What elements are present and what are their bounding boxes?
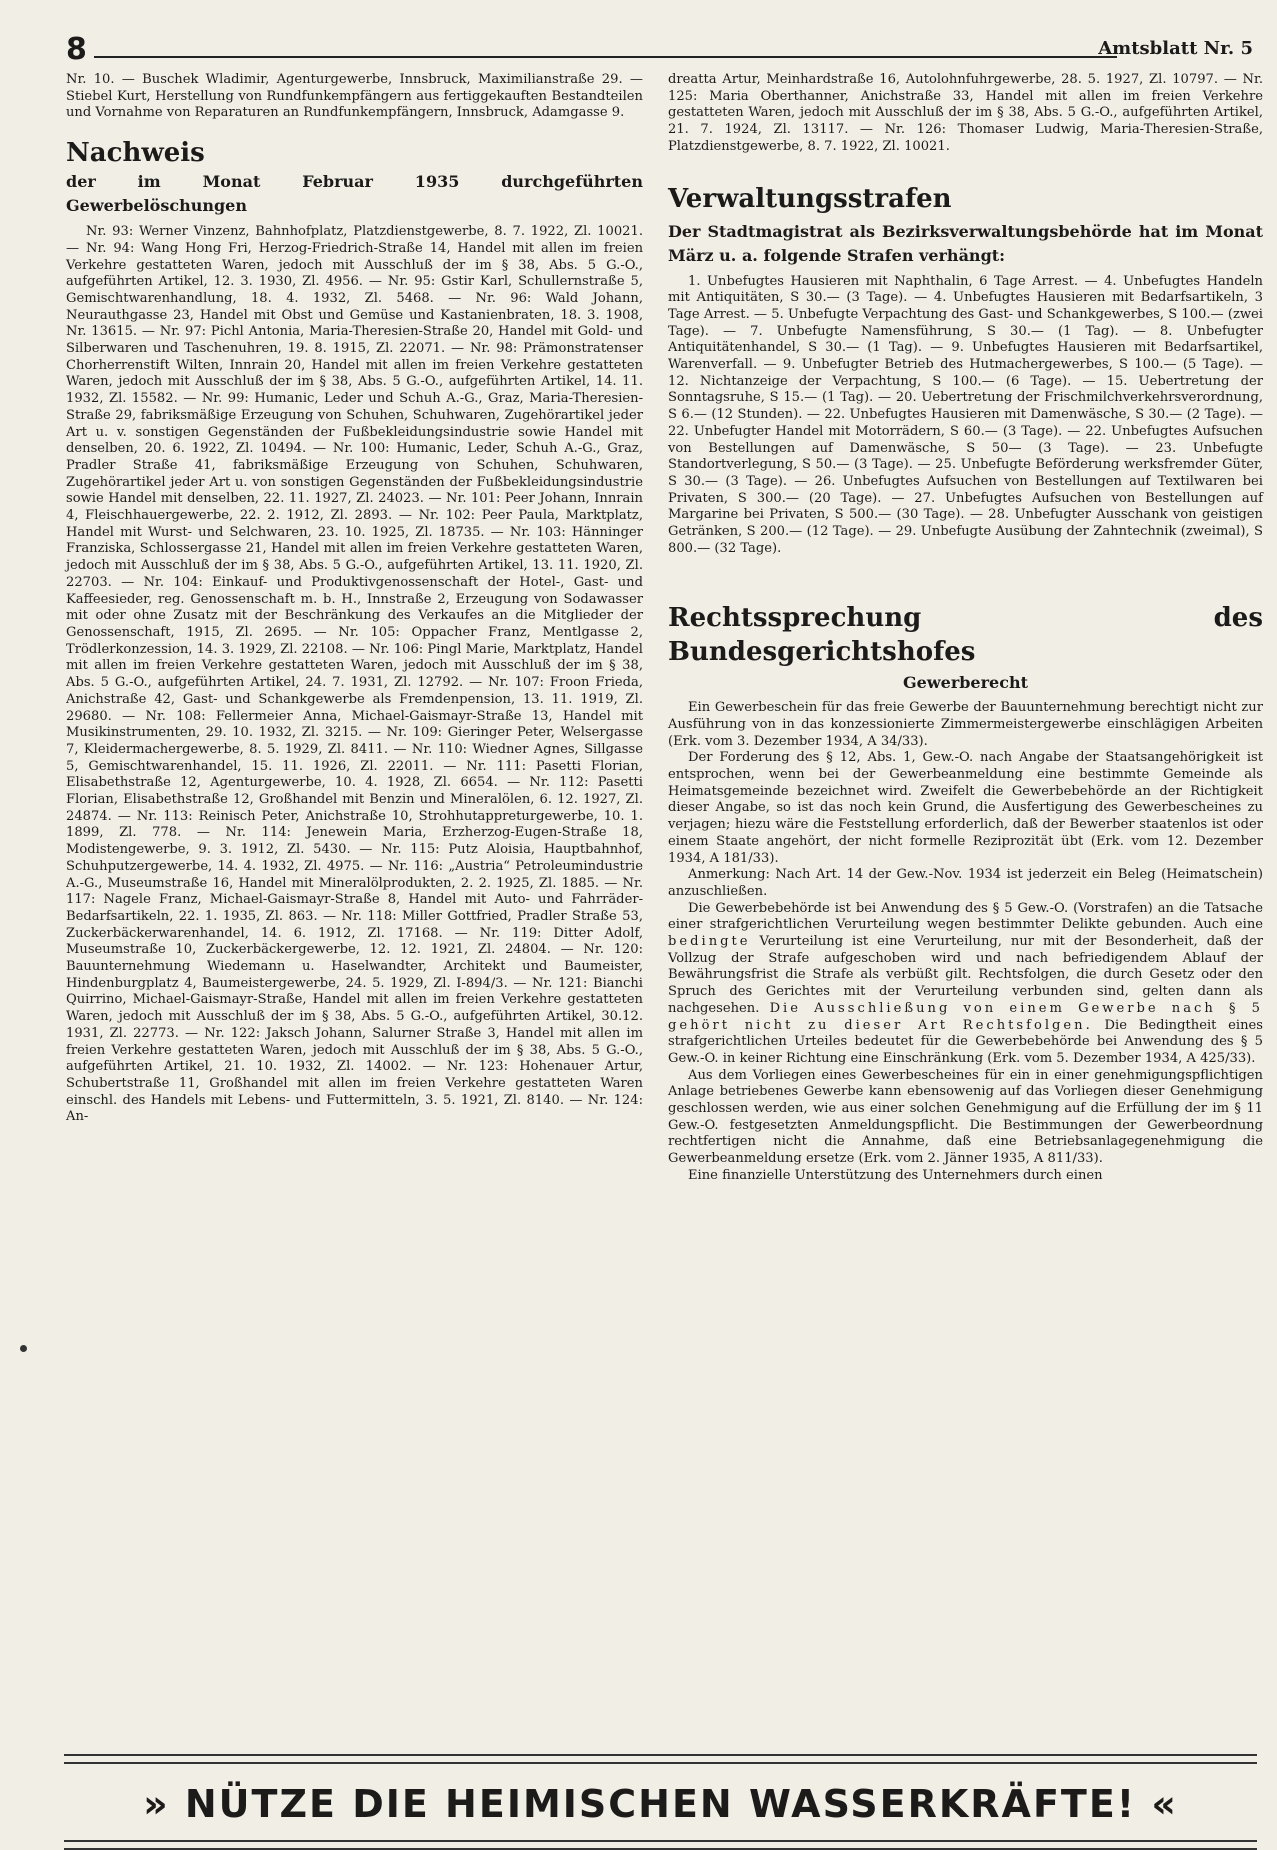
left-intro-paragraph: Nr. 10. — Buschek Wladimir, Agenturgewerbe, Innsbruck, Maximilianstraße 29. — Stiebel Kurt, Herstellung von Rundfunkempfängern aus fertiggekauften Bestandteilen und Vornahme von Reparaturen an Rundfunkempfängern, Innsbruck, Adamgasse 9.: [66, 72, 643, 121]
p4-part-a: Die Gewerbebehörde ist bei Anwendung des § 5 Gew.-O. (Vorstrafen) an die Tatsache einer strafgerichtlichen Verurteilung wegen bestimmter Delikte gebunden. Auch eine: [668, 900, 1263, 933]
footer-slogan: » NÜTZE DIE HEIMISCHEN WASSERKRÄFTE! «: [143, 1782, 1178, 1826]
section-title-rechtssprechung: Rechtssprechung des Bundesgerichtshofes: [668, 603, 1263, 668]
section-title-nachweis: Nachweis: [66, 138, 205, 169]
footer-rule-top: [64, 1754, 1257, 1764]
right-column: [668, 72, 1263, 1185]
left-column: [66, 72, 643, 1126]
rechtssprechung-paragraph-6: Eine finanzielle Unterstützung des Unternehmers durch einen: [688, 1167, 1103, 1183]
left-body-paragraph: Nr. 93: Werner Vinzenz, Bahnhofplatz, Platzdienstgewerbe, 8. 7. 1922, Zl. 10021. — Nr. 94: Wang Hong Fri, Herzog-Friedrich-Straße 14, Handel mit allen im freien Verkehre gestatteten Waren, jedoch mit Ausschluß der im § 38, Abs. 5 G.-O., aufgeführten Artikel, 12. 3. 1930, Zl. 4956. — Nr. 95: Gstir Karl, Schullernstraße 5, Gemischtwarenhandlung, 18. 4. 1932, Zl. 5468. — Nr. 96: Wald Johann, Neurauthgasse 23, Handel mit Obst und Gemüse und Kastanienbraten, 18. 3. 1908, Nr. 13615. — Nr. 97: Pichl Antonia, Maria-Theresien-Straße 20, Handel mit Gold- und Silberwaren und Taschenuhren, 19. 8. 1915, Zl. 22071. — Nr. 98: Prämonstratenser Chorherrenstift Wilten, Innrain 20, Handel mit allen im freien Verkehre gestatteten Waren, jedoch mit Ausschluß der im § 38, Abs. 5 G.-O., aufgeführten Artikel, 14. 11. 1932, Zl. 15582. — Nr. 99: Humanic, Leder und Schuh A.-G., Graz, Maria-Theresien-Straße 29, fabriksmäßige Erzeugung von Schuhen, Schuhwaren, Zugehörartikel jeder Art u. v. sonstigen Gegenständen der Fußbekleidungsindustrie sowie Handel mit denselben, 20. 6. 1922, Zl. 10494. — Nr. 100: Humanic, Leder, Schuh A.-G., Graz, Pradler Straße 41, fabriksmäßige Erzeugung von Schuhen, Schuhwaren, Zugehörartikel jeder Art u. von sonstigen Gegenständen der Fußbekleidungsindustrie sowie Handel mit denselben, 22. 11. 1927, Zl. 24023. — Nr. 101: Peer Johann, Innrain 4, Fleischhauergewerbe, 22. 2. 1912, Zl. 2893. — Nr. 102: Peer Paula, Marktplatz, Handel mit Wurst- und Selchwaren, 23. 10. 1925, Zl. 18735. — Nr. 103: Hänninger Franziska, Schlossergasse 21, Handel mit allen im freien Verkehre gestatteten Waren, jedoch mit Ausschluß der im § 38, Abs. 5 G.-O., aufgeführten Artikel, 13. 11. 1920, Zl. 22703. — Nr. 104: Einkauf- und Produktivgenossenschaft der Hotel-, Gast- und Kaffeesieder, reg. Genossenschaft m. b. H., Innstraße 2, Erzeugung von Sodawasser mit oder ohne Zusatz mit der Beschränkung des Verkaufes an die Mitglieder der Genossenschaft, 1915, Zl. 2695. — Nr. 105: Oppacher Franz, Mentlgasse 2, Trödlerkonzession, 14. 3. 1929, Zl. 22108. — Nr. 106: Pingl Marie, Marktplatz, Handel mit allen im freien Verkehre gestatteten Waren, jedoch mit Ausschluß der im § 38, Abs. 5 G.-O., aufgeführten Artikel, 24. 7. 1931, Zl. 12792. — Nr. 107: Froon Frieda, Anichstraße 42, Gast- und Schankgewerbe als Fremdenpension, 13. 11. 1919, Zl. 29680. — Nr. 108: Fellermeier Anna, Michael-Gaismayr-Straße 13, Handel mit Musikinstrumenten, 29. 10. 1932, Zl. 3215. — Nr. 109: Gieringer Peter, Welsergasse 7, Kleidermachergewerbe, 8. 5. 1929, Zl. 8411. — Nr. 110: Wiedner Agnes, Sillgasse 5, Gemischtwarenhandel, 15. 11. 1926, Zl. 22011. — Nr. 111: Pasetti Florian, Elisabethstraße 12, Agenturgewerbe, 10. 4. 1928, Zl. 6654. — Nr. 112: Pasetti Florian, Elisabethstraße 12, Großhandel mit Benzin und Mineralölen, 6. 12. 1927, Zl. 24874. — Nr. 113: Reinisch Peter, Anichstraße 10, Strohhutappreturgewerbe, 10. 1. 1899, Zl. 778. — Nr. 114: Jenewein Maria, Erzherzog-Eugen-Straße 18, Modistengewerbe, 9. 3. 1912, Zl. 5430. — Nr. 115: Putz Aloisia, Hauptbahnhof, Schuhputzergewerbe, 14. 4. 1932, Zl. 4975. — Nr. 116: „Austria“ Petroleumindustrie A.-G., Museumstraße 16, Handel mit Mineralölprodukten, 2. 2. 1925, Zl. 1885. — Nr. 117: Nagele Franz, Michael-Gaismayr-Straße 8, Handel mit Auto- und Fahrräder-Bedarfsartikeln, 22. 1. 1935, Zl. 863. — Nr. 118: Miller Gottfried, Pradler Straße 53, Zuckerbäckerwarenhandel, 14. 6. 1912, Zl. 17168. — Nr. 119: Ditter Adolf, Museumstraße 10, Zuckerbäckergewerbe, 12. 12. 1921, Zl. 24804. — Nr. 120: Bauunternehmung Wiedemann u. Haselwandter, Architekt und Baumeister, Hindenburgplatz 4, Baumeistergewerbe, 24. 5. 1929, Zl. I-894/3. — Nr. 121: Bianchi Quirrino, Michael-Gaismayr-Straße, Handel mit allen im freien Verkehre gestatteten Waren, jedoch mit Ausschluß der im § 38, Abs. 5 G.-O., aufgeführten Artikel, 30.12. 1931, Zl. 22773. — Nr. 122: Jaksch Johann, Salurner Straße 3, Handel mit allen im freien Verkehre gestatteten Waren, jedoch mit Ausschluß der im § 38, Abs. 5 G.-O., aufgeführten Artikel, 21. 10. 1932, Zl. 14002. — Nr. 123: Hohenauer Artur, Schubertstraße 11, Großhandel mit allen im freien Verkehre gestatteten Waren einschl. des Handels mit Lebens- und Futtermitteln, 3. 5. 1921, Zl. 8140. — Nr. 124: An-: [66, 224, 643, 1125]
section-subtitle-verwaltungsstrafen: Der Stadtmagistrat als Bezirksverwaltungsbehörde hat im Monat März u. a. folgende Strafen verhängt:: [668, 221, 1263, 265]
section-title-verwaltungsstrafen: Verwaltungsstrafen: [668, 183, 952, 214]
right-intro-paragraph: dreatta Artur, Meinhardstraße 16, Autolohnfuhrgewerbe, 28. 5. 1927, Zl. 10797. — Nr. 125: Maria Oberthanner, Anichstraße 33, Handel mit allen im freien Verkehre gestatteten Waren, jedoch mit Ausschluß der im § 38, Abs. 5 G.-O., aufgeführten Artikel, 21. 7. 1924, Zl. 13117. — Nr. 126: Thomaser Ludwig, Maria-Theresien-Straße, Platzdienstgewerbe, 8. 7. 1922, Zl. 10021.: [668, 72, 1263, 154]
margin-dot: [20, 1345, 27, 1352]
rechtssprechung-paragraph-4: [668, 901, 1263, 1068]
header-rule: [94, 56, 1117, 58]
rechtssprechung-paragraph-1: Ein Gewerbeschein für das freie Gewerbe der Bauunternehmung berechtigt nicht zur Ausführung von in das konzessionierte Zimmermeistergewerbe einschlägigen Arbeiten (Erk. vom 3. Dezember 1934, A 34/33).: [668, 700, 1263, 749]
rechtssprechung-paragraph-5: Aus dem Vorliegen eines Gewerbescheines für ein in einer genehmigungspflichtigen Anlage betriebenes Gewerbe kann ebensowenig auf das Vorliegen dieser Genehmigung geschlossen werden, wie aus einer solchen Genehmigung auf die Erfüllung der im § 11 Gew.-O. festgesetzten Anmeldungspflicht. Die Bestimmungen der Gewerbeordnung rechtfertigen nicht die Annahme, daß eine Betriebsanlagegenehmigung die Gewerbeanmeldung ersetze (Erk. vom 2. Jänner 1935, A 811/33).: [668, 1067, 1263, 1167]
footer-rule-bottom: [64, 1840, 1257, 1850]
page-number: 8: [66, 32, 87, 67]
p4-part-b: Verurteilung ist eine Verurteilung, nur mit der Besonderheit, daß der Vollzug der Strafe aufgeschoben wird und nach befriedigendem Ablauf der Bewährungsfrist die Strafe als verbüßt gilt. Rechtsfolgen, die durch Gesetz oder den Spruch des Gerichtes mit der Verurteilung verbunden sind, gelten dann als nachgesehen.: [668, 934, 1263, 1016]
strafen-paragraph: 1. Unbefugtes Hausieren mit Naphthalin, 6 Tage Arrest. — 4. Unbefugtes Handeln mit Antiquitäten, S 30.— (3 Tage). — 4. Unbefugtes Hausieren mit Bedarfsartikeln, 3 Tage Arrest. — 5. Unbefugte Verpachtung des Gast- und Schankgewerbes, S 100.— (zwei Tage). — 7. Unbefugte Namensführung, S 30.— (1 Tag). — 8. Unbefugter Antiquitätenhandel, S 30.— (1 Tag). — 9. Unbefugtes Hausieren mit Bedarfsartikel, Warenverfall. — 9. Unbefugter Betrieb des Hutmachergewerbes, S 100.— (5 Tage). — 12. Nichtanzeige der Verpachtung, S 100.— (6 Tage). — 15. Uebertretung der Sonntagsruhe, S 15.— (1 Tag). — 20. Uebertretung der Frischmilchverkehrsverordnung, S 6.— (12 Stunden). — 22. Unbefugtes Hausieren mit Damenwäsche, S 30.— (2 Tage). — 22. Unbefugter Handel mit Motorrädern, S 60.— (3 Tage). — 22. Unbefugtes Aufsuchen von Bestellungen auf Damenwäsche, S 50— (3 Tage). — 23. Unbefugte Standortverlegung, S 50.— (3 Tage). — 25. Unbefugte Beförderung werksfremder Güter, S 30.— (3 Tage). — 26. Unbefugtes Aufsuchen von Bestellungen auf Textilwaren bei Privaten, S 300.— (20 Tage). — 27. Unbefugtes Aufsuchen von Bestellungen auf Margarine bei Privaten, S 500.— (30 Tage). — 28. Unbefugter Ausschank von geistigen Getränken, S 200.— (12 Tage). — 29. Unbefugte Ausübung der Zahntechnik (zweimal), S 800.— (32 Tage).: [668, 273, 1263, 556]
p4-spaced-bedingte: bedingte: [668, 934, 751, 950]
gewerberecht-heading: Gewerberecht: [903, 673, 1028, 693]
p4-spaced-sentence: Die Ausschließung von einem Gewerbe nach § 5 gehört nicht zu dieser Art Rechtsfolgen.: [668, 1000, 1264, 1033]
rechtssprechung-paragraph-2: Der Forderung des § 12, Abs. 1, Gew.-O. nach Angabe der Staatsangehörigkeit ist entsprochen, wenn bei der Gewerbeanmeldung eine bestimmte Gemeinde als Heimatsgemeinde bezeichnet wird. Zweifelt die Gewerbebehörde an der Richtigkeit dieser Angabe, so ist das noch kein Grund, die Ausfertigung des Gewerbescheines zu verjagen; hiezu wäre die Feststellung erforderlich, daß der Bewerber staatenlos ist oder einem Staate angehört, der nicht formelle Reziprozität übt (Erk. vom 12. Dezember 1934, A 181/33).: [668, 750, 1263, 866]
section-subtitle-nachweis: der im Monat Februar 1935 durchgeführten Gewerbelöschungen: [66, 172, 643, 216]
issue-label: Amtsblatt Nr. 5: [1098, 38, 1253, 59]
rechtssprechung-paragraph-3: Anmerkung: Nach Art. 14 der Gew.-Nov. 1934 ist jederzeit ein Beleg (Heimatschein) anzuschließen.: [668, 867, 1263, 899]
p4-part-c: Die Bedingtheit eines strafgerichtlichen Urteiles bedeutet für die Gewerbebehörde bei Anwendung des § 5 Gew.-O. in keiner Richtung eine Einschränkung (Erk. vom 5. Dezember 1934, A 425/33).: [668, 1017, 1263, 1066]
